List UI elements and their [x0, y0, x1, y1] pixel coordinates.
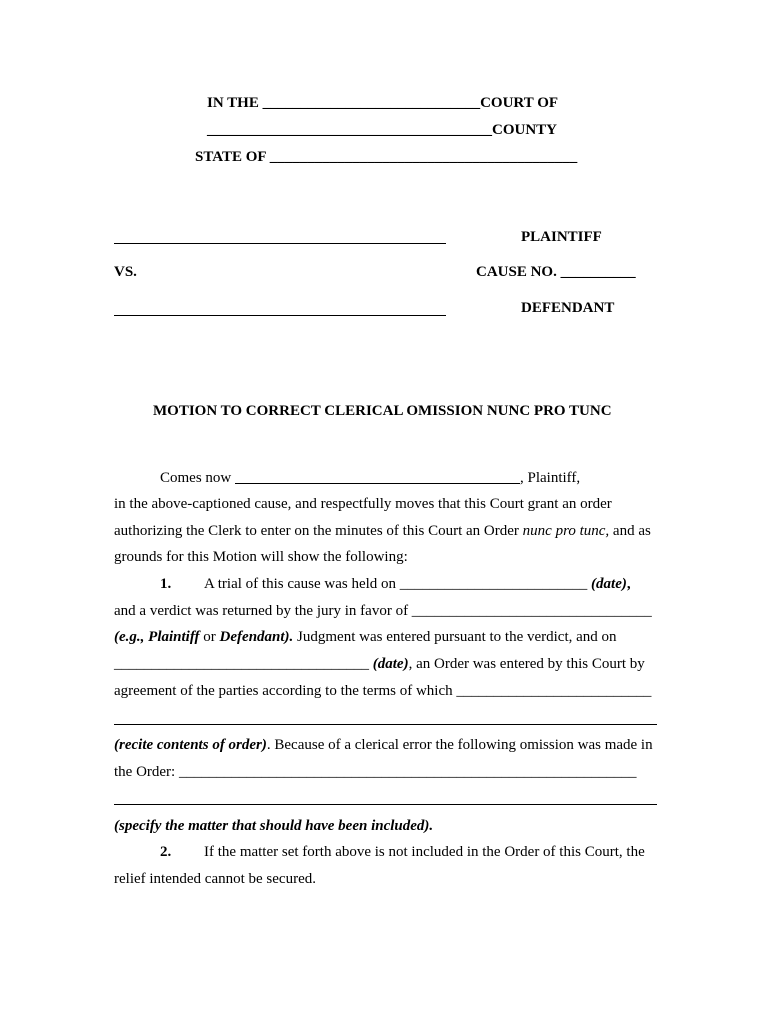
intro-line-3 — [114, 522, 651, 540]
para-1-line-7 — [114, 736, 653, 754]
order-date-blank: __________________________________ — [114, 656, 373, 672]
order-date-label: (date) — [372, 656, 409, 672]
para-1-line-3 — [114, 628, 617, 646]
defendant-name-rule — [114, 315, 446, 316]
para-1-line-8: the Order: _____________________________________________________________ — [114, 764, 637, 780]
intro-line-3-b: and as — [609, 523, 651, 539]
trial-date-label: (date) — [591, 576, 627, 592]
or-text: or — [199, 629, 220, 645]
state-of-line: STATE OF _________________________________________ — [195, 149, 578, 165]
defendant-label: DEFENDANT — [521, 300, 615, 316]
cause-number-line: CAUSE NO. __________ — [476, 264, 636, 280]
plaintiff-tail-text: , Plaintiff, — [520, 470, 581, 486]
para-1-line-4 — [114, 655, 645, 673]
judgment-entered-text: Judgment was entered pursuant to the verdict, and on — [293, 629, 617, 645]
intro-line-4: grounds for this Motion will show the following: — [114, 549, 408, 565]
recite-contents-label: (recite contents of order) — [114, 737, 267, 753]
para-2-number: 2. — [160, 844, 172, 860]
nunc-pro-tunc-text: nunc pro tunc, — [522, 523, 610, 539]
para-2-line-1: If the matter set forth above is not included in the Order of this Court, the — [204, 844, 645, 860]
para-1-line-1 — [204, 575, 631, 593]
motion-title: MOTION TO CORRECT CLERICAL OMISSION NUNC PRO TUNC — [153, 403, 612, 419]
vs-label: VS. — [114, 264, 137, 280]
order-entered-text: , an Order was entered by this Court by — [408, 656, 645, 672]
plaintiff-name-blank — [235, 470, 520, 486]
order-contents-rule — [114, 724, 657, 725]
plaintiff-name-rule — [114, 243, 446, 244]
omission-rule — [114, 804, 657, 805]
plaintiff-label: PLAINTIFF — [521, 229, 602, 245]
trial-held-text: A trial of this cause was held on _________________________ — [204, 576, 592, 592]
specify-matter-label: (specify the matter that should have been included). — [114, 818, 434, 834]
intro-line-3-a: authorizing the Clerk to enter on the minutes of this Court an Order — [114, 523, 523, 539]
para-1-number: 1. — [160, 576, 172, 592]
comes-now-text: Comes now — [160, 470, 232, 486]
para-1-line-5: agreement of the parties according to the terms of which __________________________ — [114, 683, 652, 699]
county-line: ______________________________________COUNTY — [207, 122, 558, 138]
trial-date-comma: , — [626, 576, 631, 592]
intro-line-2: in the above-captioned cause, and respectfully moves that this Court grant an order — [114, 496, 612, 512]
para-1-line-2: and a verdict was returned by the jury in favor of ________________________________ — [114, 603, 652, 619]
intro-line-1 — [160, 469, 580, 487]
eg-plaintiff-text: (e.g., Plaintiff — [114, 629, 200, 645]
para-2-line-2: relief intended cannot be secured. — [114, 871, 316, 887]
defendant-italic-text: Defendant). — [219, 629, 294, 645]
court-of-line: IN THE _____________________________COURT OF — [207, 95, 559, 111]
clerical-error-text: . Because of a clerical error the following omission was made in — [266, 737, 653, 753]
